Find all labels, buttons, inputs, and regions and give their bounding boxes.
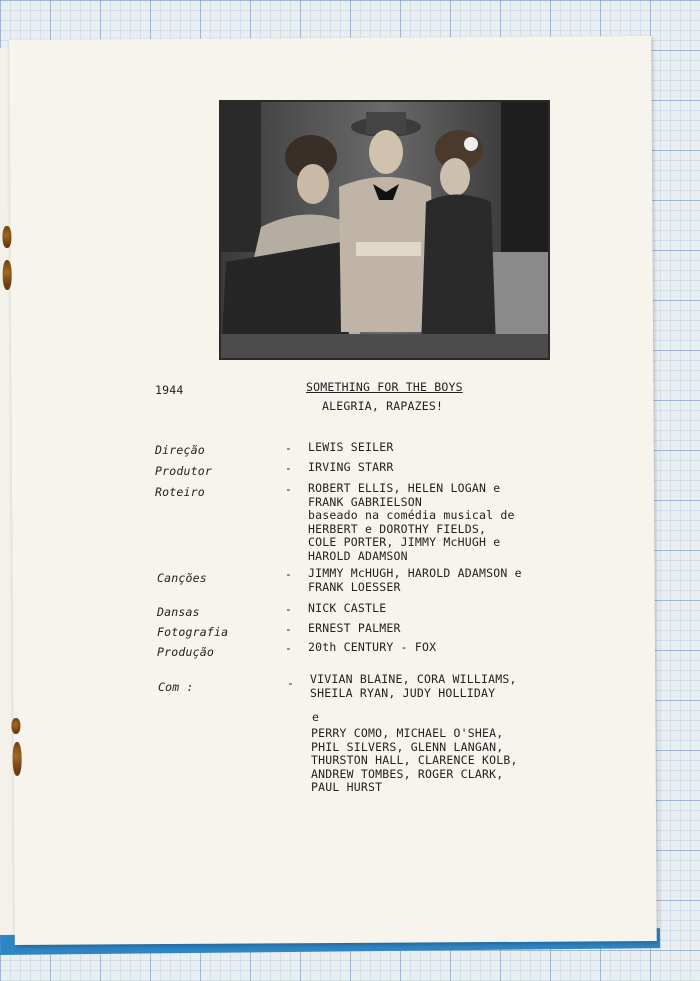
staple-rust-mark-top [2,226,11,248]
credit-label-producao: Produção [157,645,214,659]
credit-value-produtor: IRVING STARR [308,460,394,474]
credit-dash: - [285,602,293,616]
film-still-photo [219,100,550,360]
credit-label-direcao: Direção [155,443,205,457]
credit-value-dansas: NICK CASTLE [308,601,387,615]
staple-rust-mark-upper [3,260,12,290]
credit-label-cancoes: Canções [157,571,207,585]
credit-value-direcao: LEWIS SEILER [308,440,394,454]
credit-label-fotografia: Fotografia [157,625,229,639]
credit-dash: - [285,567,293,581]
original-title: SOMETHING FOR THE BOYS [306,380,463,394]
credit-dash: - [285,441,293,455]
credit-label-roteiro: Roteiro [155,485,205,499]
cast-group-2: PERRY COMO, MICHAEL O'SHEA, PHIL SILVERS, GLENN LANGAN, THURSTON HALL, CLARENCE KOLB, ANDREW TOMBES, ROGER CLARK, PAUL HURST [311,726,518,794]
credit-dash: - [285,622,293,636]
staple-rust-mark-bottom [13,742,22,776]
local-title: ALEGRIA, RAPAZES! [322,399,444,413]
credit-value-producao: 20th CENTURY - FOX [308,640,437,654]
credit-value-cancoes: JIMMY McHUGH, HAROLD ADAMSON e FRANK LOESSER [308,566,522,594]
credit-label-dansas: Dansas [157,605,200,619]
credit-value-fotografia: ERNEST PALMER [308,621,401,635]
cast-joiner: e [312,710,320,724]
cast-group-1: VIVIAN BLAINE, CORA WILLIAMS, SHEILA RYAN, JUDY HOLLIDAY [310,672,517,700]
credit-dash: - [285,641,293,655]
credit-label-produtor: Produtor [155,464,212,478]
credit-dash: - [285,461,293,475]
cast-dash: - [287,676,295,690]
cast-label: Com : [158,680,194,694]
staple-rust-mark-lower [11,718,20,734]
credit-value-roteiro: ROBERT ELLIS, HELEN LOGAN e FRANK GABRIELSON baseado na comédia musical de HERBERT e DOROTHY FIELDS, COLE PORTER, JIMMY McHUGH e HAROLD ADAMSON [308,481,515,563]
year: 1944 [155,383,184,397]
credit-dash: - [285,482,293,496]
